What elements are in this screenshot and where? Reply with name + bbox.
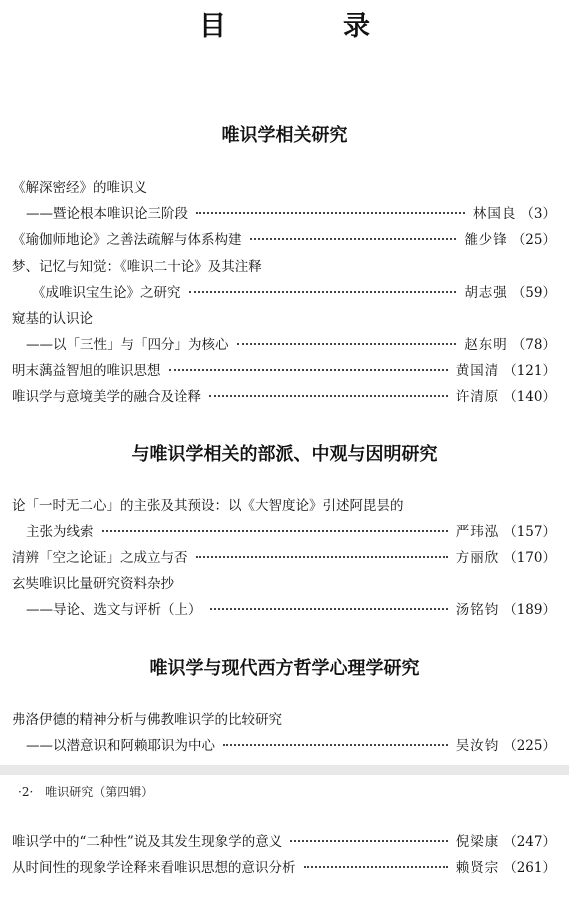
entry-author: 吴汝钧 bbox=[455, 738, 500, 754]
entry-subtitle: 《成唯识宝生论》之研究 bbox=[32, 285, 181, 301]
entry-page: （157） bbox=[503, 524, 556, 540]
page-title: 目 录 bbox=[199, 11, 415, 42]
entry-subtitle: 主张为线索 bbox=[26, 524, 94, 540]
entry-subtitle: ——以「三性」与「四分」为核心 bbox=[26, 337, 229, 353]
entry-title: 清辨「空之论证」之成立与否 bbox=[12, 550, 188, 566]
entry-title: 唯识学中的“二种性”说及其发生现象学的意义 bbox=[12, 834, 283, 850]
entry-author: 严玮泓 bbox=[455, 524, 500, 540]
toc-entry bbox=[12, 176, 556, 198]
entry-author: 赖贤宗 bbox=[455, 860, 500, 876]
entry-title: 明末蕅益智旭的唯识思想 bbox=[12, 363, 161, 379]
entry-title: 唯识学与意境美学的融合及诠释 bbox=[12, 389, 201, 405]
entry-page: （225） bbox=[503, 738, 556, 754]
dot-leader bbox=[223, 744, 448, 746]
entry-page: （121） bbox=[503, 363, 556, 379]
entry-author: 赵东明 bbox=[464, 337, 508, 353]
entry-title: 梦、记忆与知觉：《唯识二十论》及其注释 bbox=[12, 259, 262, 275]
entry-title: 论「一时无二心」的主张及其预设：以《大智度论》引述阿毘昙的 bbox=[12, 498, 404, 514]
entry-author: 许清原 bbox=[455, 389, 500, 405]
entry-page: （59） bbox=[511, 285, 556, 301]
dot-leader bbox=[210, 608, 448, 610]
entry-author: 黄国清 bbox=[455, 363, 500, 379]
dot-leader bbox=[237, 343, 457, 345]
entry-page: （261） bbox=[503, 860, 556, 876]
entry-page: （140） bbox=[503, 389, 556, 405]
dot-leader bbox=[169, 369, 448, 371]
entry-subtitle: ——导论、选文与评析（上） bbox=[26, 602, 202, 618]
entry-page: （189） bbox=[503, 602, 556, 618]
toc-entry bbox=[26, 520, 556, 542]
toc-entry bbox=[12, 572, 556, 594]
toc-entry bbox=[12, 255, 556, 277]
toc-entry bbox=[12, 708, 556, 730]
entry-author: 林国良 bbox=[472, 206, 517, 222]
entry-page: （25） bbox=[511, 232, 556, 248]
toc-entry bbox=[12, 228, 556, 250]
section-heading: 唯识学与现代西方哲学心理学研究 bbox=[149, 658, 420, 679]
entry-author: 汤铭钧 bbox=[455, 602, 500, 618]
toc-entry bbox=[26, 202, 556, 224]
dot-leader bbox=[304, 866, 448, 868]
entry-title: 玄奘唯识比量研究资料杂抄 bbox=[12, 576, 174, 592]
toc-entry bbox=[12, 385, 556, 407]
dot-leader bbox=[209, 395, 448, 397]
dot-leader bbox=[290, 840, 447, 842]
toc-entry bbox=[12, 856, 556, 878]
toc-entry bbox=[26, 734, 556, 756]
entry-subtitle: ——以潜意识和阿赖耶识为中心 bbox=[26, 738, 215, 754]
entry-author: 方丽欣 bbox=[455, 550, 500, 566]
entry-author: 倪梁康 bbox=[455, 834, 500, 850]
toc-entry bbox=[12, 307, 556, 329]
entry-page: （247） bbox=[503, 834, 556, 850]
dot-leader bbox=[189, 291, 457, 293]
entry-title: 窥基的认识论 bbox=[12, 311, 93, 327]
page-separator bbox=[0, 765, 569, 775]
entry-subtitle: ——暨论根本唯识论三阶段 bbox=[26, 206, 188, 222]
entry-page: （3） bbox=[520, 206, 556, 222]
toc-entry bbox=[32, 281, 556, 303]
entry-title: 《解深密经》的唯识义 bbox=[12, 180, 147, 196]
running-header: ·2· 唯识研究（第四辑） bbox=[18, 785, 154, 799]
toc-entry bbox=[26, 598, 556, 620]
entry-title: 《瑜伽师地论》之善法疏解与体系构建 bbox=[12, 232, 242, 248]
entry-author: 胡志强 bbox=[464, 285, 508, 301]
toc-entry bbox=[12, 494, 556, 516]
dot-leader bbox=[250, 238, 457, 240]
entry-author: 雒少锋 bbox=[464, 232, 508, 248]
section-heading: 与唯识学相关的部派、中观与因明研究 bbox=[131, 444, 438, 465]
entry-page: （78） bbox=[511, 337, 556, 353]
entry-title: 弗洛伊德的精神分析与佛教唯识学的比较研究 bbox=[12, 712, 282, 728]
dot-leader bbox=[196, 556, 448, 558]
dot-leader bbox=[102, 530, 448, 532]
section-heading: 唯识学相关研究 bbox=[221, 125, 348, 146]
entry-title: 从时间性的现象学诠释来看唯识思想的意识分析 bbox=[12, 860, 296, 876]
toc-entry bbox=[12, 830, 556, 852]
dot-leader bbox=[196, 212, 465, 214]
toc-entry bbox=[12, 546, 556, 568]
toc-entry bbox=[26, 333, 556, 355]
entry-page: （170） bbox=[503, 550, 556, 566]
toc-entry bbox=[12, 359, 556, 381]
